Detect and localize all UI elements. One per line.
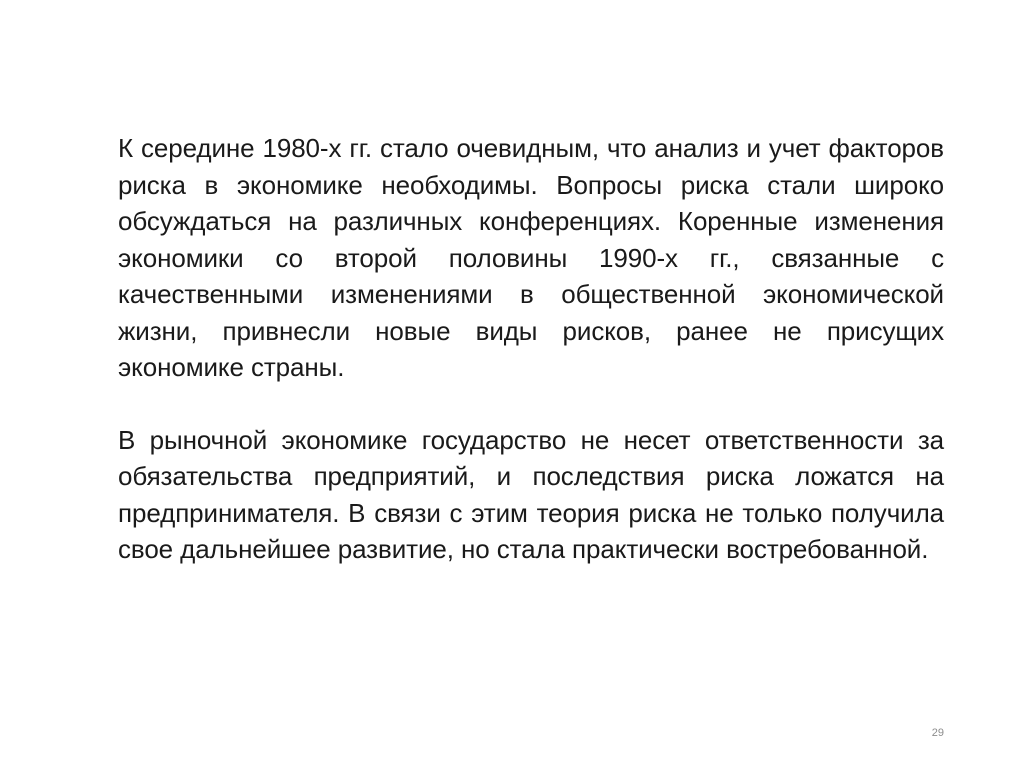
paragraph-2: В рыночной экономике государство не несет ответственности за обязательства предприятий, и последствия риска ложатся на предпринимателя. В связи с этим теория риска не только получила свое дальнейшее развитие, но стала практически востребованной. — [118, 424, 944, 564]
page-number: 29 — [931, 727, 944, 739]
slide-body — [118, 130, 944, 568]
paragraph-1: К середине 1980-х гг. стало очевидным, что анализ и учет факторов риска в экономике необходимы. Вопросы риска стали широко обсуждаться на различных конференциях. Коренные изменения экономики со второй половины 1990-х гг., связанные с качественными изменениями в общественной экономической жизни, привнесли новые виды рисков, ранее не присущих экономике страны. — [118, 133, 944, 382]
